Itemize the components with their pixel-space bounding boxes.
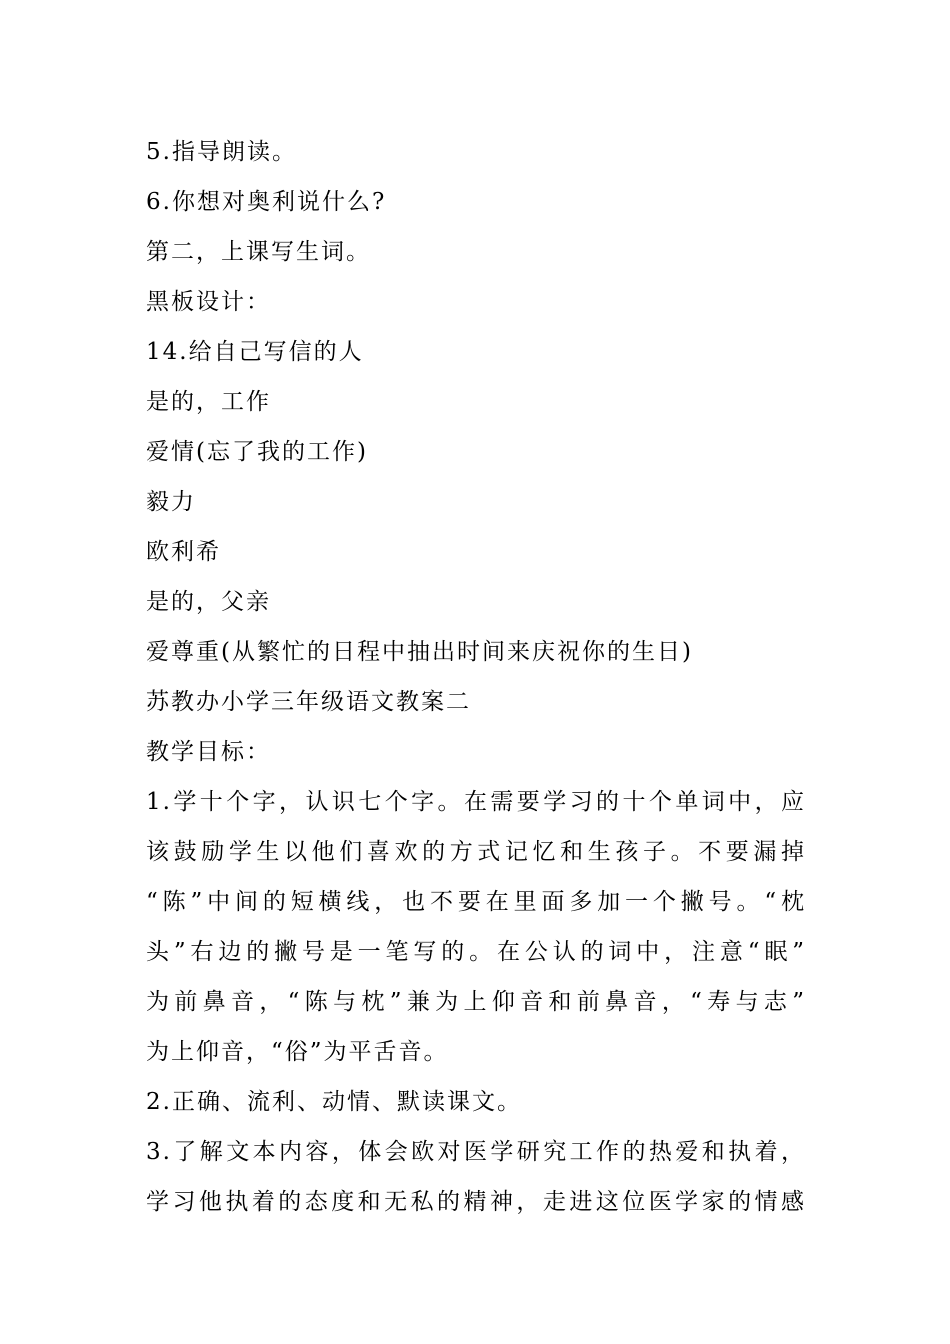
board-line-father: 是的，父亲	[146, 589, 271, 615]
lesson-title-line: 14.给自己写信的人	[146, 339, 364, 365]
board-line-work: 是的，工作	[146, 389, 271, 415]
paragraph-line: 该鼓励学生以他们喜欢的方式记忆和生孩子。不要漏掉	[146, 839, 806, 865]
document-body	[146, 127, 806, 1227]
paragraph-line: 1.学十个字，认识七个字。在需要学习的十个单词中，应	[146, 789, 806, 815]
paragraph-line: 学习他执着的态度和无私的精神，走进这位医学家的情感	[146, 1189, 806, 1215]
objective-1-paragraph	[146, 777, 806, 1077]
paragraph-line: 头”右边的撇号是一笔写的。在公认的词中，注意“眠”	[146, 939, 806, 965]
board-line-love: 爱情(忘了我的工作)	[146, 439, 368, 465]
board-line-name: 欧利希	[146, 539, 221, 565]
paragraph-line: 为前鼻音，“陈与枕”兼为上仰音和前鼻音，“寿与志”	[146, 989, 806, 1015]
lesson-plan-title: 苏教办小学三年级语文教案二	[146, 689, 471, 715]
board-line-perseverance: 毅力	[146, 489, 196, 515]
step-6-line: 6.你想对奥利说什么?	[146, 189, 387, 215]
objective-3-paragraph	[146, 1127, 806, 1227]
board-line-respect: 爱尊重(从繁忙的日程中抽出时间来庆祝你的生日)	[146, 639, 693, 665]
objective-2-line: 2.正确、流利、动情、默读课文。	[146, 1089, 522, 1115]
paragraph-line: “陈”中间的短横线，也不要在里面多加一个撇号。“枕	[146, 889, 806, 915]
paragraph-line: 为上仰音，“俗”为平舌音。	[146, 1039, 449, 1065]
step-5-line: 5.指导朗读。	[146, 139, 297, 165]
teaching-goals-heading: 教学目标：	[146, 739, 271, 765]
blackboard-design-heading: 黑板设计：	[146, 289, 271, 315]
second-section-line: 第二，上课写生词。	[146, 239, 371, 265]
paragraph-line: 3.了解文本内容，体会欧对医学研究工作的热爱和执着，	[146, 1139, 806, 1165]
